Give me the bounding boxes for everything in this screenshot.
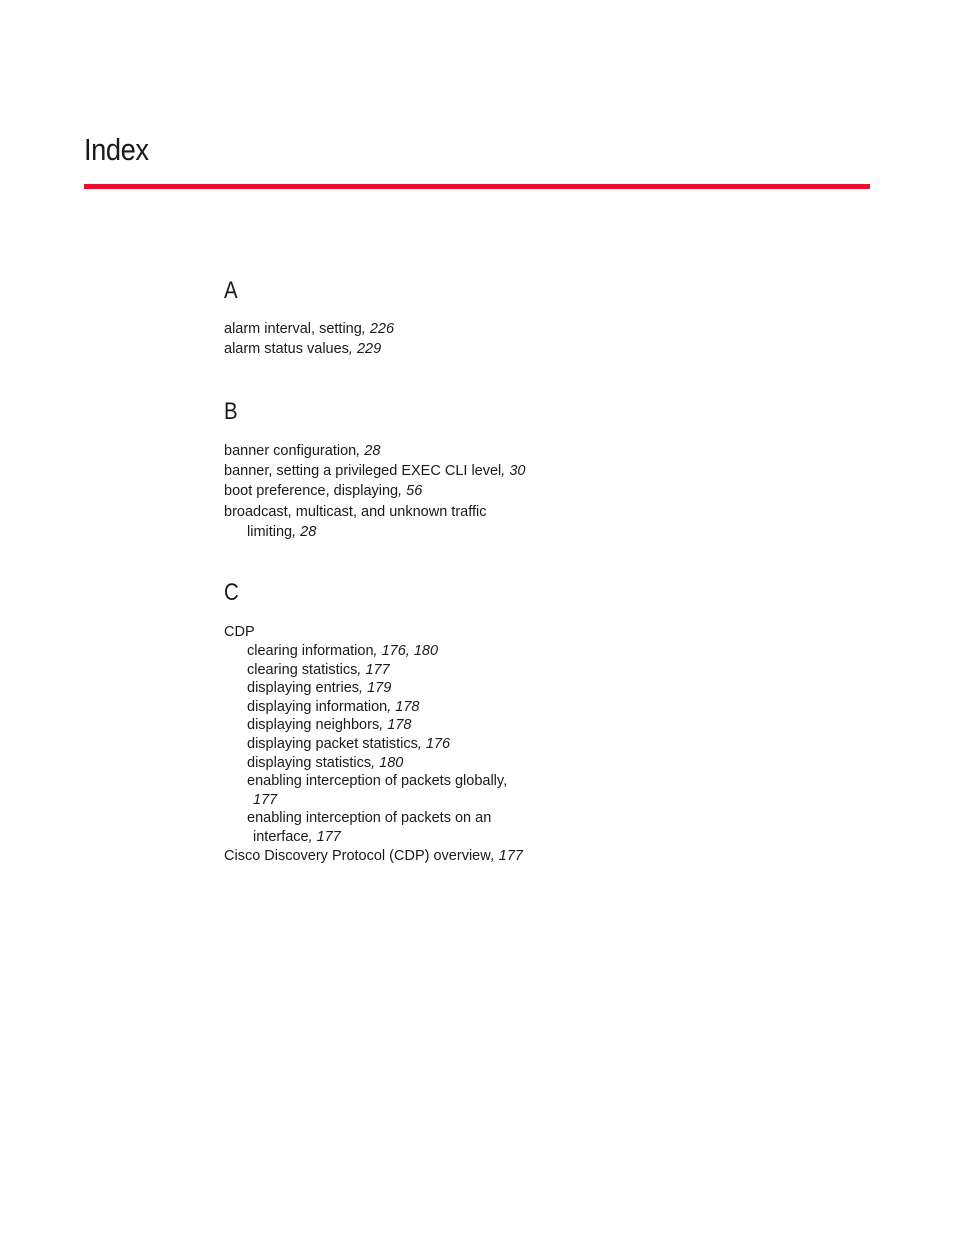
- title-rule: [84, 184, 870, 189]
- entry-page-ref[interactable]: , 56: [398, 483, 423, 499]
- entry-page-ref[interactable]: , 28: [292, 524, 317, 540]
- entry-term: Cisco Discovery Protocol (CDP) overview: [224, 847, 491, 864]
- section-c-entries: [224, 622, 544, 865]
- entry-page-ref[interactable]: , 180: [371, 754, 404, 771]
- entry-term: displaying neighbors: [247, 717, 380, 734]
- entry-term: enabling interception of packets globally,: [247, 773, 508, 790]
- entry-term: CDP: [224, 624, 255, 640]
- index-entry: [224, 847, 544, 866]
- page-title: Index: [84, 132, 149, 167]
- section-b-entries: [224, 441, 544, 542]
- entry-page-ref[interactable]: , 226: [361, 321, 395, 337]
- entry-page-ref[interactable]: , 177: [308, 828, 341, 845]
- entry-continuation: [224, 522, 544, 542]
- index-entry: [224, 319, 544, 339]
- entry-page-ref[interactable]: 177: [253, 791, 278, 808]
- section-letter-b: B: [224, 398, 238, 425]
- index-entry: [224, 339, 544, 359]
- entry-term: boot preference, displaying: [224, 483, 399, 499]
- entry-page-ref[interactable]: , 178: [387, 698, 420, 715]
- entry-page-ref[interactable]: , 179: [359, 680, 392, 697]
- index-subentry: [224, 809, 544, 846]
- entry-term: clearing information: [247, 643, 374, 659]
- entry-term: banner, setting a privileged EXEC CLI level: [224, 463, 502, 479]
- entry-continuation: [224, 791, 544, 810]
- entry-term: alarm status values: [224, 341, 349, 357]
- entry-term: clearing statistics: [247, 661, 358, 678]
- index-subentry: [224, 642, 544, 661]
- entry-page-ref[interactable]: , 28: [356, 443, 381, 459]
- index-subentry: [224, 698, 544, 717]
- index-subentry: [224, 679, 544, 698]
- entry-continuation: [224, 828, 544, 847]
- entry-page-ref[interactable]: , 177: [490, 847, 523, 864]
- index-entry: [224, 481, 544, 501]
- entry-page-ref[interactable]: , 229: [348, 341, 382, 357]
- entry-page-ref[interactable]: , 177: [357, 661, 390, 678]
- index-entry: [224, 441, 544, 461]
- entry-term: displaying packet statistics: [247, 735, 418, 752]
- entry-term: alarm interval, setting: [224, 321, 362, 337]
- entry-page-ref[interactable]: , 30: [501, 463, 526, 479]
- entry-page-ref[interactable]: , 176: [417, 735, 451, 752]
- index-entry: [224, 622, 544, 642]
- entry-page-ref[interactable]: , 178: [379, 717, 412, 734]
- entry-term: banner configuration: [224, 443, 357, 459]
- section-letter-a: A: [224, 277, 238, 304]
- entry-page-ref[interactable]: , 176, 180: [373, 643, 439, 659]
- index-subentry: [224, 661, 544, 680]
- index-entry: [224, 461, 544, 481]
- entry-term-continued: limiting: [247, 524, 293, 540]
- entry-term-continued: interface: [253, 828, 309, 845]
- index-subentry: [224, 735, 544, 754]
- section-letter-c: C: [224, 579, 239, 606]
- section-a-entries: [224, 319, 544, 359]
- index-entry: [224, 502, 544, 542]
- entry-term: displaying entries: [247, 680, 360, 697]
- entry-term: displaying information: [247, 698, 388, 715]
- entry-term: displaying statistics: [247, 754, 372, 771]
- index-subentry: [224, 772, 544, 809]
- entry-term: enabling interception of packets on an: [247, 810, 492, 827]
- index-subentry: [224, 716, 544, 735]
- index-subentry: [224, 754, 544, 773]
- entry-term: broadcast, multicast, and unknown traffic: [224, 504, 487, 520]
